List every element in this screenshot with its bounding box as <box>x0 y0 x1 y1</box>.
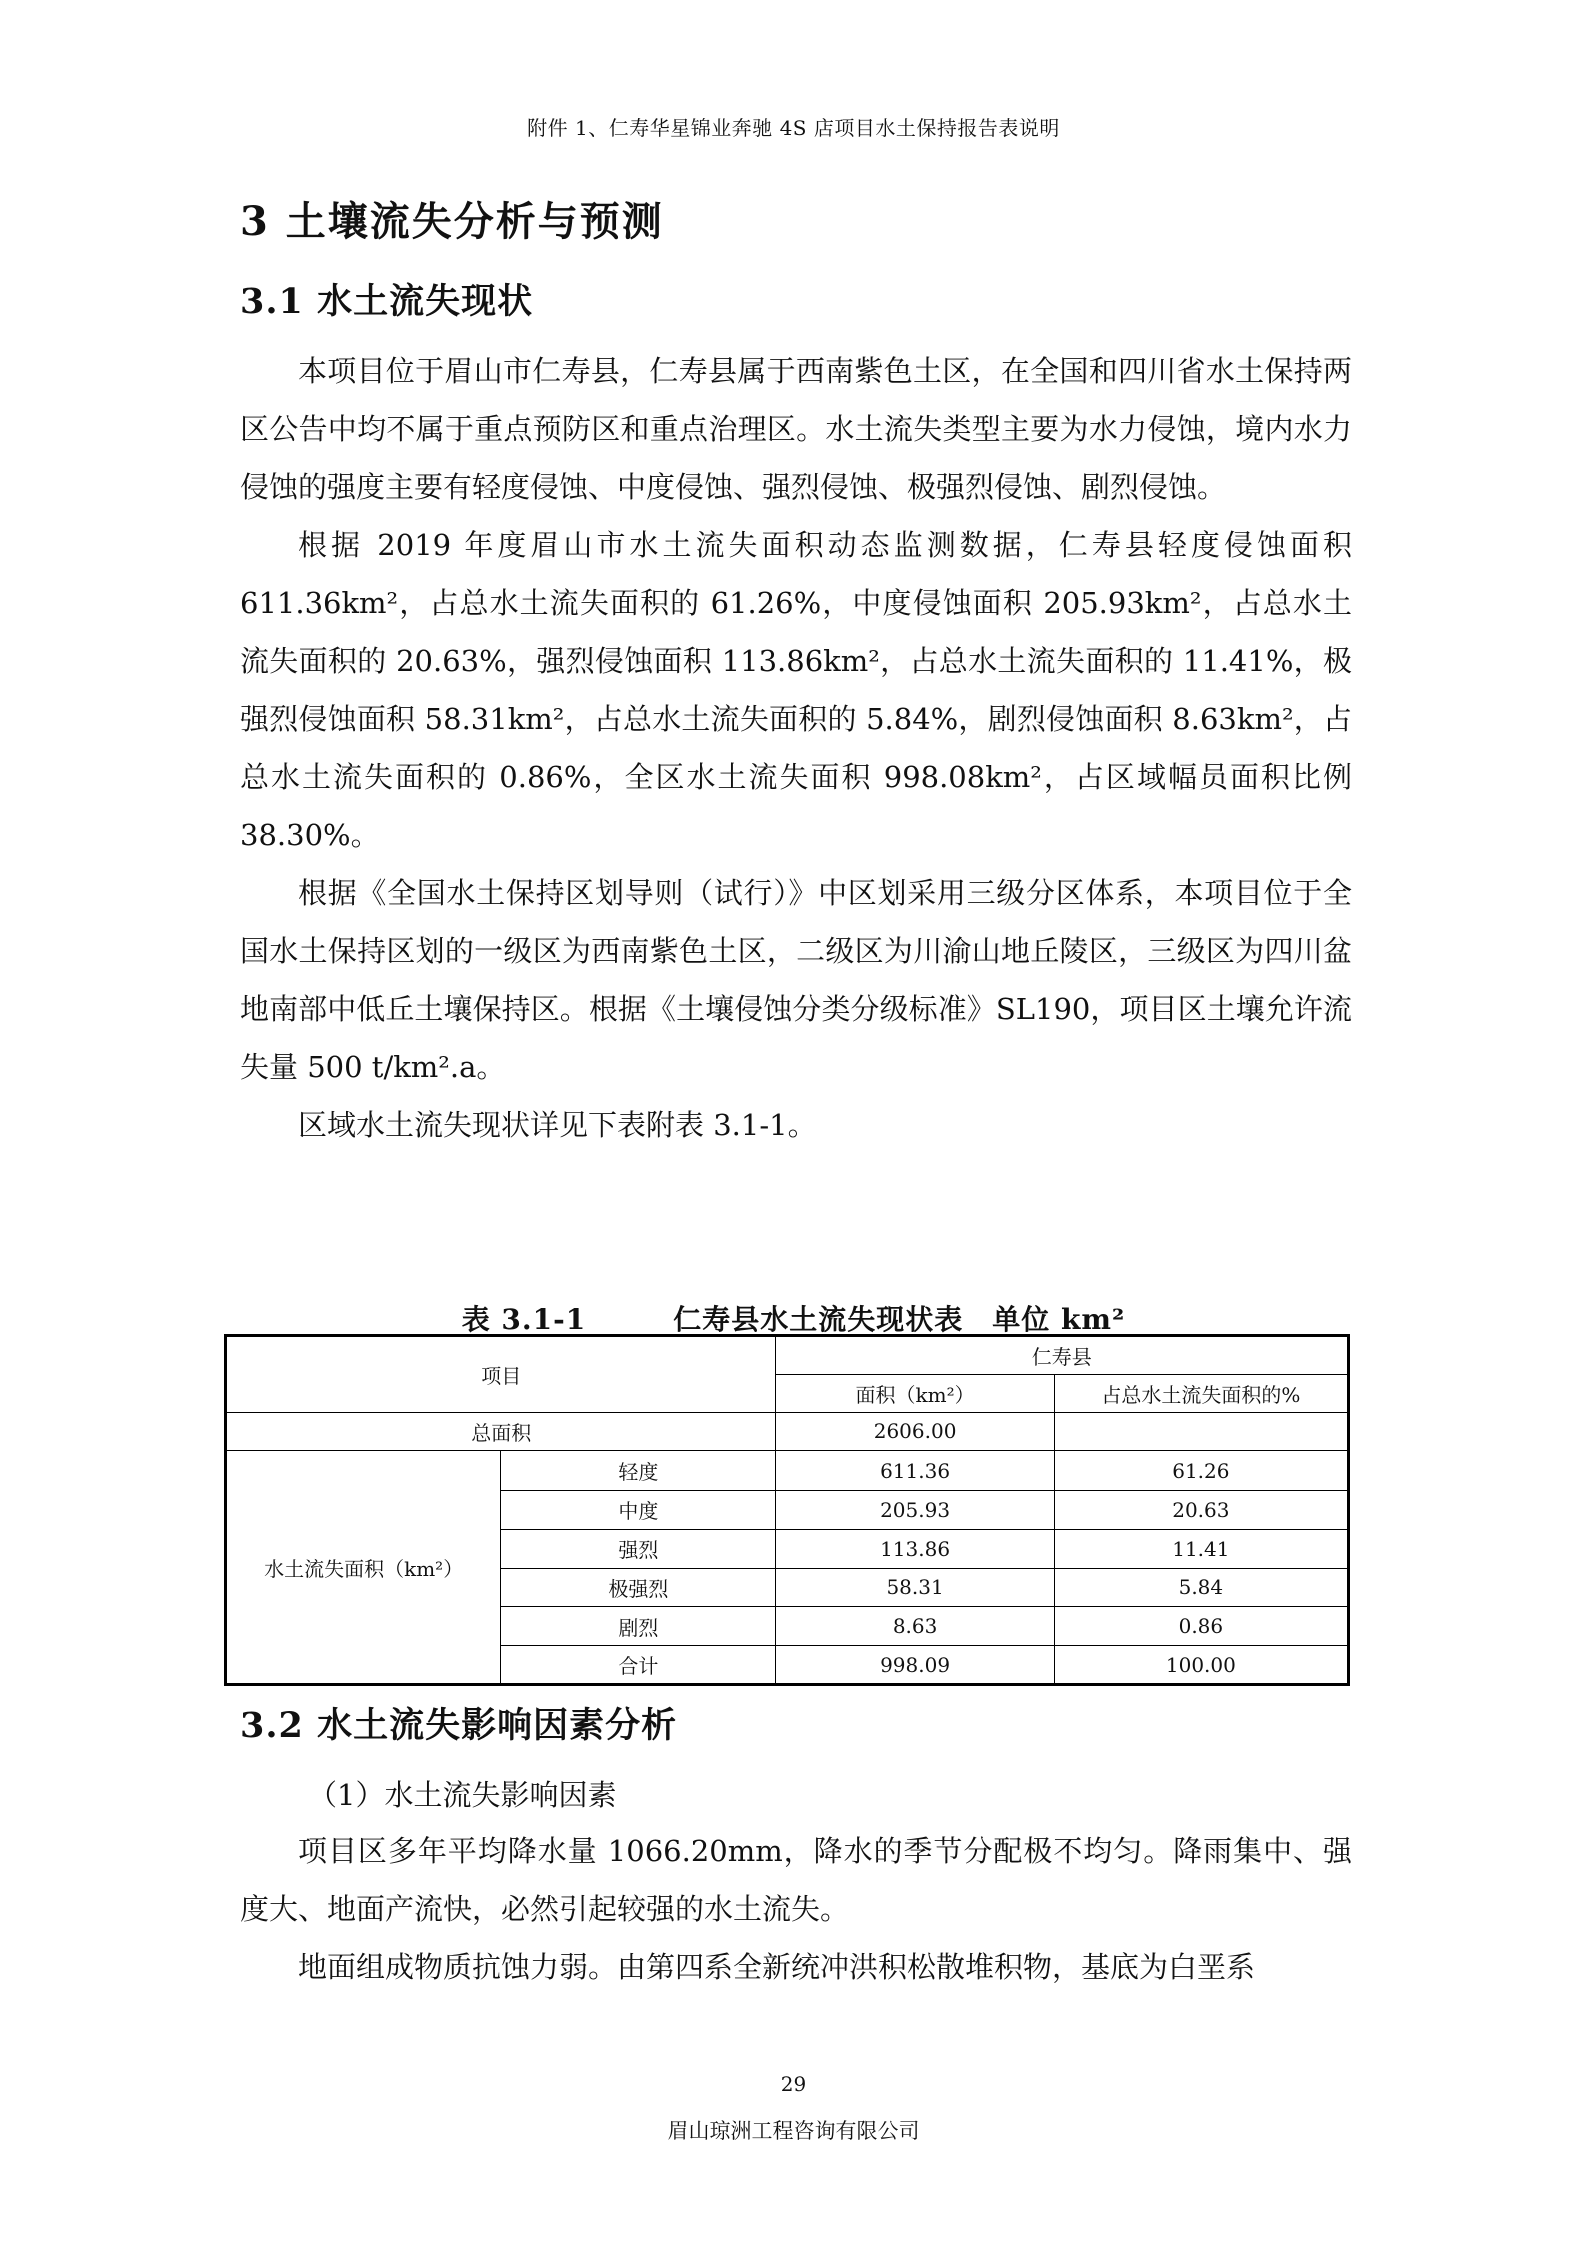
section-3-1-body <box>240 342 1352 1154</box>
section-3-1-heading: 3.1 水土流失现状 <box>240 281 534 322</box>
total-area: 2606.00 <box>776 1412 1054 1451</box>
percent-cell: 100.00 <box>1054 1646 1348 1685</box>
level-cell: 轻度 <box>501 1451 776 1491</box>
table-caption: 表 3.1-1 仁寿县水土流失现状表 单位 km² <box>461 1303 1126 1336</box>
chapter-heading: 3 土壤流失分析与预测 <box>240 198 664 245</box>
page-number: 29 <box>780 2072 807 2096</box>
paragraph: 地面组成物质抗蚀力弱。由第四系全新统冲洪积松散堆积物，基底为白垩系 <box>298 1950 1256 1984</box>
percent-cell: 11.41 <box>1054 1529 1348 1568</box>
paragraph: 区域水土流失现状详见下表附表 3.1-1。 <box>298 1108 817 1142</box>
company-footer: 眉山琼洲工程咨询有限公司 <box>667 2119 920 2143</box>
percent-cell: 20.63 <box>1054 1491 1348 1530</box>
percent-cell: 0.86 <box>1054 1607 1348 1646</box>
area-cell: 58.31 <box>776 1568 1054 1607</box>
area-cell: 998.09 <box>776 1646 1054 1685</box>
header-area: 面积（km²） <box>776 1374 1054 1412</box>
paragraph: 根据《全国水土保持区划导则（试行）》中区划采用三级分区体系，本项目位于全国水土保持区划的一级区为西南紫色土区，二级区为川渝山地丘陵区，三级区为四川盆地南部中低丘土壤保持区。根据《土壤侵蚀分类分级标准》SL190，项目区土壤允许流失量 500 t/km².a。 <box>240 876 1352 1084</box>
total-percent <box>1054 1412 1348 1451</box>
area-cell: 113.86 <box>776 1529 1054 1568</box>
level-cell: 剧烈 <box>501 1607 776 1646</box>
area-cell: 205.93 <box>776 1491 1054 1530</box>
subsection-heading: （1）水土流失影响因素 <box>308 1778 617 1812</box>
section-3-2-heading: 3.2 水土流失影响因素分析 <box>240 1705 678 1746</box>
level-cell: 合计 <box>501 1646 776 1685</box>
level-cell: 强烈 <box>501 1529 776 1568</box>
paragraph: 根据 2019 年度眉山市水土流失面积动态监测数据，仁寿县轻度侵蚀面积 611.36km²，占总水土流失面积的 61.26%，中度侵蚀面积 205.93km²，占总水土流失面积的 20.63%，强烈侵蚀面积 113.86km²，占总水土流失面积的 11.41%，极强烈侵蚀面积 58.31km²，占总水土流失面积的 5.84%，剧烈侵蚀面积 8.63km²，占总水土流失面积的 0.86%，全区水土流失面积 998.08km²，占区域幅员面积比例 38.30%。 <box>240 528 1352 852</box>
area-cell: 611.36 <box>776 1451 1054 1491</box>
percent-cell: 5.84 <box>1054 1568 1348 1607</box>
paragraph: 项目区多年平均降水量 1066.20mm，降水的季节分配极不均匀。降雨集中、强度大、地面产流快，必然引起较强的水土流失。 <box>240 1834 1352 1926</box>
level-cell: 中度 <box>501 1491 776 1530</box>
total-label: 总面积 <box>226 1412 776 1451</box>
header-item: 项目 <box>226 1336 776 1413</box>
header-region: 仁寿县 <box>776 1336 1349 1375</box>
paragraph: 本项目位于眉山市仁寿县，仁寿县属于西南紫色土区，在全国和四川省水土保持两区公告中均不属于重点预防区和重点治理区。水土流失类型主要为水力侵蚀，境内水力侵蚀的强度主要有轻度侵蚀、中度侵蚀、强烈侵蚀、极强烈侵蚀、剧烈侵蚀。 <box>240 354 1352 504</box>
percent-cell: 61.26 <box>1054 1451 1348 1491</box>
group-label: 水土流失面积（km²） <box>226 1451 501 1685</box>
running-header: 附件 1、仁寿华星锦业奔驰 4S 店项目水土保持报告表说明 <box>527 116 1060 140</box>
area-cell: 8.63 <box>776 1607 1054 1646</box>
level-cell: 极强烈 <box>501 1568 776 1607</box>
erosion-status-table <box>224 1334 1350 1686</box>
header-percent: 占总水土流失面积的% <box>1054 1374 1348 1412</box>
section-3-2-body <box>240 1822 1352 1996</box>
